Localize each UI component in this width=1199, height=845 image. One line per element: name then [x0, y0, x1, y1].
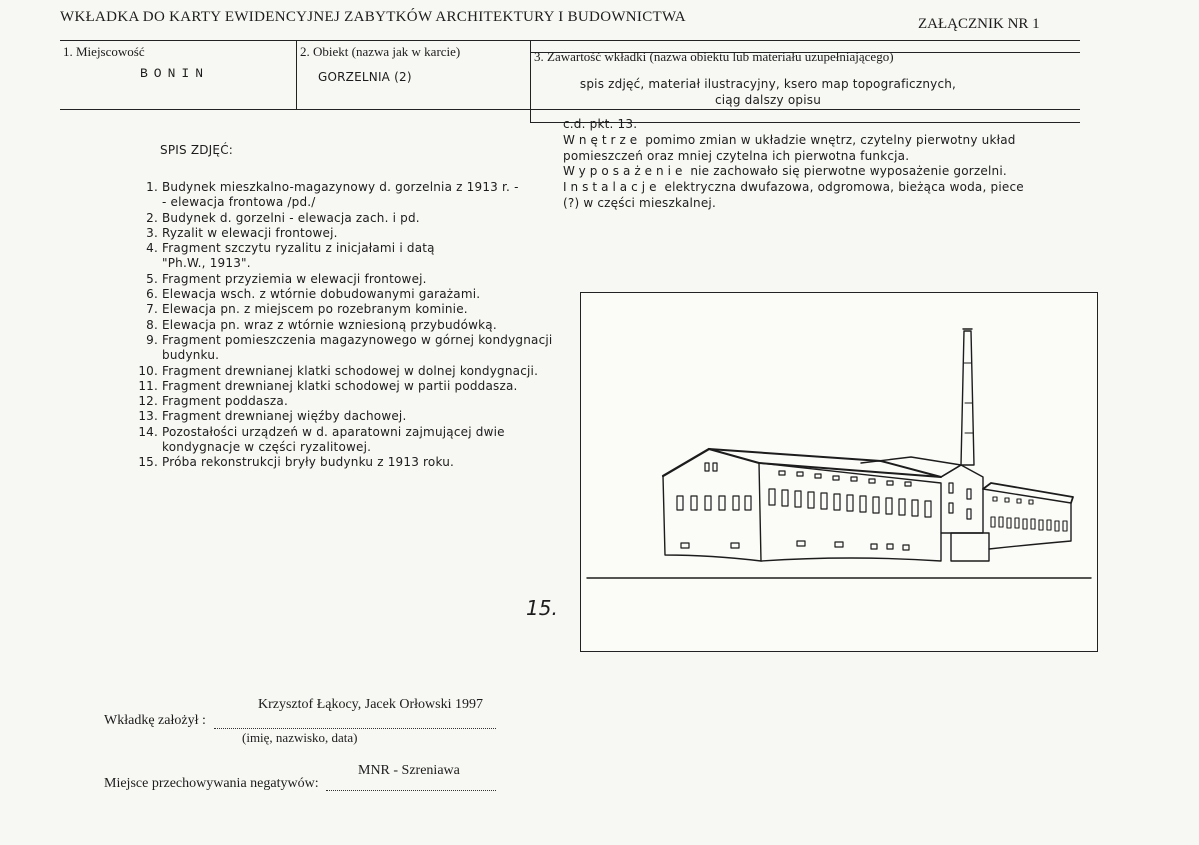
photo-list-item-number: 4. — [146, 241, 158, 256]
content-label: 3. Zawartość wkładki (nazwa obiektu lub materiału uzupełniającego) — [534, 49, 894, 64]
building-sketch — [581, 293, 1097, 651]
author-dotted-line — [214, 728, 496, 729]
install-line — [563, 180, 1083, 196]
interior-line — [563, 133, 1083, 149]
photo-list-item-number — [134, 256, 162, 271]
content-value-line2: ciąg dalszy opisu — [714, 93, 822, 107]
photo-list-item-text: Budynek mieszkalno-magazynowy d. gorzelnia z 1913 r. - — [162, 180, 519, 194]
interior-line-2: pomieszczeń oraz mniej czytelna ich pierwotna funkcja. — [563, 148, 910, 163]
author-value: Krzysztof Łąkocy, Jacek Orłowski 1997 — [258, 697, 483, 712]
photo-list-item-text: - elewacja frontowa /pd./ — [162, 195, 316, 210]
author-hint: (imię, nazwisko, data) — [242, 730, 358, 745]
annex-number: ZAŁĄCZNIK NR 1 — [918, 16, 1040, 32]
content-value-line1: spis zdjęć, materiał ilustracyjny, ksero map topograficznych, — [579, 77, 957, 91]
photo-list-item-number: 7. — [146, 302, 158, 317]
photo-list-item-text: Próba rekonstrukcji bryły budynku z 1913 roku. — [162, 455, 455, 470]
photo-list-item — [134, 256, 574, 271]
install-text: elektryczna dwufazowa, odgromowa, bieżąca woda, piece — [664, 180, 1024, 195]
photo-list-item-number — [134, 195, 162, 210]
photo-list-item — [134, 287, 574, 302]
photo-list-item-number: 12. — [138, 394, 158, 409]
install-line-2: (?) w części mieszkalnej. — [563, 195, 716, 210]
locality-value: BONIN — [140, 66, 210, 81]
photo-list-item — [134, 379, 574, 394]
photo-list-item-number: 5. — [146, 271, 158, 286]
photo-list-item — [134, 272, 574, 287]
right-wing-windows — [991, 497, 1067, 531]
photo-list-item-text: Elewacja pn. wraz z wtórnie wzniesioną przybudówką. — [162, 317, 497, 332]
interior-word: Wnętrze — [563, 132, 642, 147]
gable-block — [663, 449, 761, 561]
photo-list-item-number — [134, 348, 162, 363]
photo-list-item-text: Elewacja pn. z miejscem po rozebranym kominie. — [162, 302, 468, 317]
photo-list-item-text: "Ph.W., 1913". — [162, 256, 251, 271]
photo-list-item-number: 14. — [138, 424, 158, 439]
photo-list-item-number: 13. — [138, 409, 158, 424]
photo-list-item-text: kondygnacje w części ryzalitowej. — [162, 440, 372, 455]
photo-list-item — [134, 455, 574, 470]
photo-list-item-text: Fragment pomieszczenia magazynowego w górnej kondygnacji — [162, 332, 553, 347]
column-divider-2 — [530, 40, 531, 122]
storage-dotted-line — [326, 790, 496, 791]
photo-list-item — [134, 440, 574, 455]
photo-list-item-text: Ryzalit w elewacji frontowej. — [162, 225, 338, 240]
photo-list-item-text: Fragment drewnianej klatki schodowej w dolnej kondygnacji. — [162, 363, 539, 378]
gable-roof — [663, 449, 759, 476]
photo-list-item-number: 10. — [138, 363, 158, 378]
photo-list-item — [134, 409, 574, 424]
storage-label: Miejsce przechowywania negatywów: — [104, 776, 319, 791]
photo-list-item — [134, 394, 574, 409]
table-bottom-border — [60, 109, 1080, 110]
equipment-line — [563, 164, 1083, 180]
equipment-text: nie zachowało się pierwotne wyposażenie gorzelni. — [690, 164, 1007, 179]
storage-value: MNR - Szreniawa — [358, 763, 460, 778]
photo-list-item — [134, 425, 574, 440]
photo-list-item-number: 9. — [146, 332, 158, 347]
photo-list-item — [134, 180, 574, 195]
photo-list-item-number: 1. — [146, 180, 158, 194]
main-wing-roof — [709, 449, 941, 477]
install-word: Instalacje — [563, 180, 661, 195]
photo-list-item-text: Pozostałości urządzeń w d. aparatowni zajmującej dwie — [162, 424, 505, 439]
continuation-ref: c.d. pkt. 13. — [563, 117, 638, 131]
photo-list-item-number — [134, 440, 162, 455]
chimney — [961, 331, 974, 465]
photo-list-item-text: Fragment poddasza. — [162, 394, 288, 409]
object-label: 2. Obiekt (nazwa jak w karcie) — [300, 44, 461, 59]
photo-list-heading: SPIS ZDJĘĆ: — [160, 143, 234, 157]
photo-list-item-text: Elewacja wsch. z wtórnie dobudowanymi garażami. — [162, 287, 481, 302]
tower-windows — [949, 483, 971, 519]
photo-list-item — [134, 333, 574, 348]
photo-list-item-number: 11. — [138, 378, 158, 393]
tower — [941, 465, 983, 533]
locality-label: 1. Miejscowość — [63, 44, 145, 59]
photo-list-item-number: 8. — [146, 317, 158, 332]
figure-number: 15. — [526, 596, 558, 620]
photo-list-item — [134, 348, 574, 363]
photo-list-item-number: 15. — [138, 455, 158, 470]
photo-list-item — [134, 318, 574, 333]
gable-windows — [677, 463, 751, 548]
photo-list-item — [134, 226, 574, 241]
main-wing-windows — [769, 471, 931, 550]
tower-base — [951, 533, 989, 561]
author-label: Wkładkę założył : — [104, 713, 206, 728]
photo-list-item-text: Fragment drewnianej klatki schodowej w partii poddasza. — [162, 378, 518, 393]
continuation-text — [563, 117, 1083, 212]
column-divider-1 — [296, 40, 297, 110]
building-reconstruction-drawing — [580, 292, 1098, 652]
photo-list-item-number: 2. — [146, 210, 158, 225]
photo-list-item-number: 3. — [146, 225, 158, 240]
photo-list-item — [134, 364, 574, 379]
interior-text: pomimo zmian w układzie wnętrz, czytelny pierwotny układ — [645, 132, 1016, 147]
content-value — [548, 76, 988, 108]
photo-list-item-text: Fragment przyziemia w elewacji frontowej. — [162, 271, 427, 286]
photo-list-item-text: Budynek d. gorzelni - elewacja zach. i pd. — [162, 210, 420, 225]
photo-list-item — [134, 211, 574, 226]
photo-list-item — [134, 195, 574, 210]
photo-list-item — [134, 302, 574, 317]
photo-list — [134, 180, 574, 471]
equipment-word: Wyposażenie — [563, 164, 687, 179]
document-title: WKŁADKA DO KARTY EWIDENCYJNEJ ZABYTKÓW ARCHITEKTURY I BUDOWNICTWA — [60, 9, 686, 25]
photo-list-item-text: Fragment drewnianej więźby dachowej. — [162, 409, 407, 424]
main-wing — [759, 463, 941, 561]
photo-list-item-number: 6. — [146, 287, 158, 302]
object-value: GORZELNIA (2) — [318, 70, 412, 84]
photo-list-item — [134, 241, 574, 256]
photo-list-item-text: Fragment szczytu ryzalitu z inicjałami i datą — [162, 241, 435, 256]
photo-list-item-text: budynku. — [162, 348, 220, 363]
table-top-border — [60, 40, 1080, 41]
